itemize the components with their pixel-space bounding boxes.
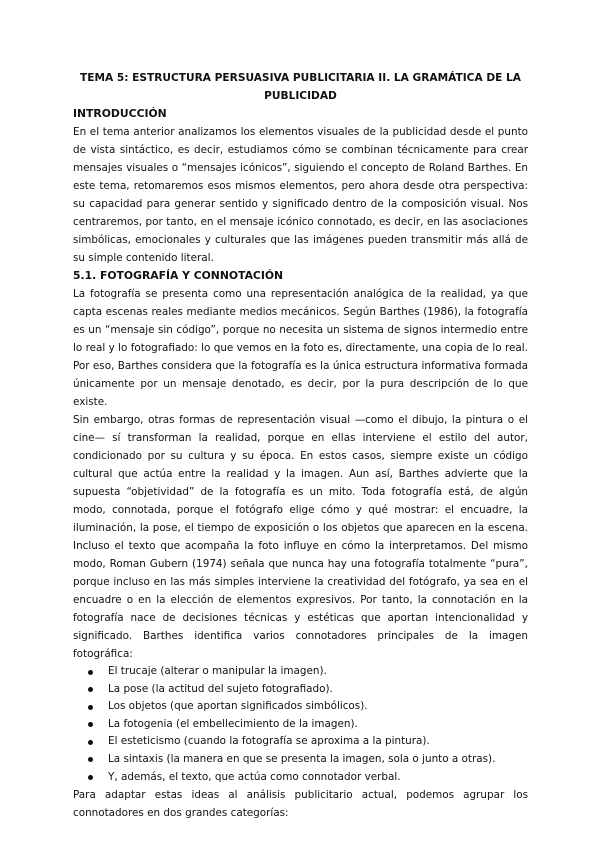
list-item <box>73 769 528 787</box>
list-item-text: La fotogenia (el embellecimiento de la imagen). <box>108 717 358 730</box>
list-item <box>73 733 528 751</box>
list-item-text: El trucaje (alterar o manipular la imagen). <box>108 665 327 677</box>
bullet-icon <box>88 757 93 762</box>
list-item <box>73 716 528 734</box>
list-item <box>73 751 528 769</box>
document-content <box>73 69 528 822</box>
section-5-1-heading: 5.1. FOTOGRAFÍA Y CONNOTACIÓN <box>73 269 284 282</box>
connotators-list <box>73 663 528 786</box>
bullet-icon <box>88 705 93 710</box>
bullet-icon <box>88 687 93 692</box>
bullet-icon <box>88 722 93 727</box>
closing-paragraph: Para adaptar estas ideas al análisis publicitario actual, podemos agrupar los connotadores en dos grandes categorías: <box>73 789 528 820</box>
list-item-text: La sintaxis (la manera en que se presenta la imagen, sola o junto a otras). <box>108 752 496 765</box>
document-title: TEMA 5: ESTRUCTURA PERSUASIVA PUBLICITARIA II. LA GRAMÁTICA DE LA PUBLICIDAD <box>79 72 522 102</box>
intro-heading: INTRODUCCIÓN <box>73 107 167 120</box>
bullet-icon <box>88 740 93 745</box>
list-item-text: Y, además, el texto, que actúa como connotador verbal. <box>108 770 401 783</box>
section-5-1-paragraph-1: La fotografía se presenta como una representación analógica de la realidad, ya que capta escenas reales mediante medios mecánicos. Según Barthes (1986), la fotografía es un “mensaje sin código”, porque no necesita un sistema de signos intermedio entre lo real y lo fotografiado: lo que vemos en la foto es, directamente, una copia de lo real. Por eso, Barthes considera que la fotografía es la única estructura informativa formada únicamente por un mensaje denotado, es decir, por la pura descripción de lo que existe. <box>73 288 528 408</box>
list-item-text: El esteticismo (cuando la fotografía se aproxima a la pintura). <box>108 735 430 748</box>
list-item-text: Los objetos (que aportan significados simbólicos). <box>108 700 368 713</box>
intro-paragraph: En el tema anterior analizamos los elementos visuales de la publicidad desde el punto de vista sintáctico, es decir, estudiamos cómo se combinan técnicamente para crear mensajes visuales o “mensajes icónicos”, siguiendo el concepto de Roland Barthes. En este tema, retomaremos esos mismos elementos, pero ahora desde otra perspectiva: su capacidad para generar sentido y significado dentro de la composición visual. Nos centraremos, por tanto, en el mensaje icónico connotado, es decir, en las asociaciones simbólicas, emocionales y culturales que las imágenes pueden transmitir más allá de su simple contenido literal. <box>73 126 528 264</box>
bullet-icon <box>88 775 93 780</box>
list-item <box>73 698 528 716</box>
list-item-text: La pose (la actitud del sujeto fotografiado). <box>108 682 333 695</box>
list-item <box>73 663 528 681</box>
bullet-icon <box>88 670 93 675</box>
list-item <box>73 681 528 699</box>
section-5-1-paragraph-2: Sin embargo, otras formas de representación visual —como el dibujo, la pintura o el cine— sí transforman la realidad, porque en ellas interviene el estilo del autor, condicionado por su cultura y su época. En estos casos, siempre existe un código cultural que actúa entre la realidad y la imagen. Aun así, Barthes advierte que la supuesta “objetividad” de la fotografía es un mito. Toda fotografía está, de algún modo, connotada, porque el fotógrafo elige cómo y qué mostrar: el encuadre, la iluminación, la pose, el tiempo de exposición o los objetos que aparecen en la escena. Incluso el texto que acompaña la foto influye en cómo la interpretamos. Del mismo modo, Roman Gubern (1974) señala que nunca hay una fotografía totalmente “pura”, porque incluso en las más simples interviene la creatividad del fotógrafo, ya sea en el encuadre o en la elección de elementos expresivos. Por tanto, la connotación en la fotografía nace de decisiones técnicas y estéticas que aportan intencionalidad y significado. Barthes identifica varios connotadores principales de la imagen fotográfica: <box>73 414 528 660</box>
